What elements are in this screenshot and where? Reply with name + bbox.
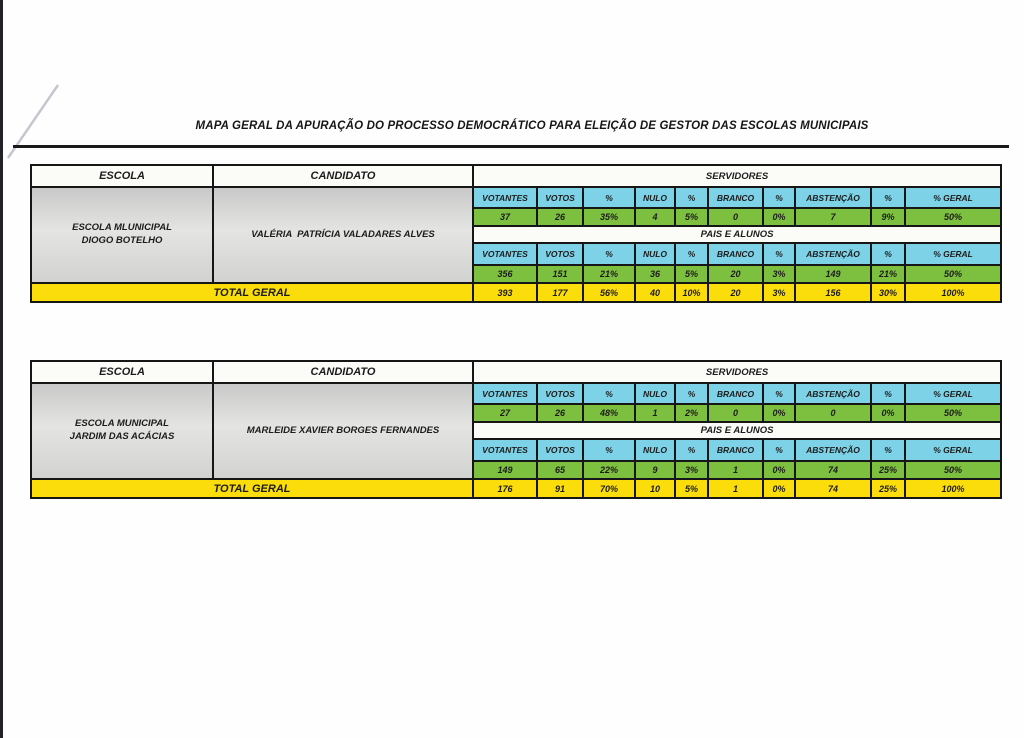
candidato-column-header: CANDIDATO	[213, 361, 473, 383]
hdr-votantes: VOTANTES	[473, 439, 537, 461]
servidores-votantes: 27	[473, 404, 537, 422]
hdr-pct-nulo: %	[675, 187, 708, 208]
servidores-votos: 26	[537, 208, 583, 226]
hdr-votos: VOTOS	[537, 243, 583, 265]
hdr-pct-nulo: %	[675, 383, 708, 404]
hdr-abstencao: ABSTENÇÃO	[795, 383, 871, 404]
hdr-pct-geral: % GERAL	[905, 243, 1001, 265]
escola-column-header: ESCOLA	[31, 361, 213, 383]
pais-pct-votos: 21%	[583, 265, 635, 283]
total-abstencao: 74	[795, 479, 871, 498]
total-branco: 1	[708, 479, 763, 498]
pais-votantes: 149	[473, 461, 537, 479]
hdr-votos: VOTOS	[537, 383, 583, 404]
servidores-nulo: 4	[635, 208, 675, 226]
hdr-votantes: VOTANTES	[473, 383, 537, 404]
results-table-jardim-das-acacias	[30, 360, 1002, 499]
hdr-pct-abstencao: %	[871, 439, 905, 461]
pais-pct-nulo: 3%	[675, 461, 708, 479]
pais-nulo: 36	[635, 265, 675, 283]
total-pct-branco: 3%	[763, 283, 795, 302]
hdr-votos: VOTOS	[537, 187, 583, 208]
hdr-abstencao: ABSTENÇÃO	[795, 243, 871, 265]
hdr-branco: BRANCO	[708, 243, 763, 265]
servidores-pct-branco: 0%	[763, 208, 795, 226]
hdr-pct-abstencao: %	[871, 187, 905, 208]
servidores-pct-votos: 35%	[583, 208, 635, 226]
school-name-line1: ESCOLA MUNICIPAL	[75, 418, 169, 430]
candidate-name: VALÉRIA PATRÍCIA VALADARES ALVES	[213, 187, 473, 283]
total-pct-abstencao: 25%	[871, 479, 905, 498]
hdr-pct-abstencao: %	[871, 383, 905, 404]
servidores-branco: 0	[708, 208, 763, 226]
total-votos: 91	[537, 479, 583, 498]
hdr-pct-nulo: %	[675, 439, 708, 461]
hdr-branco: BRANCO	[708, 439, 763, 461]
section-band-pais-alunos: PAIS E ALUNOS	[473, 226, 1001, 243]
hdr-branco: BRANCO	[708, 187, 763, 208]
hdr-pct-votos: %	[583, 243, 635, 265]
pais-pct-branco: 0%	[763, 461, 795, 479]
hdr-votos: VOTOS	[537, 439, 583, 461]
school-name-line2: DIOGO BOTELHO	[81, 235, 163, 246]
servidores-pct-abstencao: 0%	[871, 404, 905, 422]
servidores-votos: 26	[537, 404, 583, 422]
pais-branco: 20	[708, 265, 763, 283]
total-pct-nulo: 5%	[675, 479, 708, 498]
escola-column-header: ESCOLA	[31, 165, 213, 187]
results-table-diogo-botelho	[30, 164, 1002, 303]
servidores-nulo: 1	[635, 404, 675, 422]
total-branco: 20	[708, 283, 763, 302]
school-name-line1: ESCOLA MLUNICIPAL	[72, 222, 172, 234]
title-underline-rule	[13, 145, 1009, 148]
hdr-pct-nulo: %	[675, 243, 708, 265]
candidato-column-header: CANDIDATO	[213, 165, 473, 187]
total-votos: 177	[537, 283, 583, 302]
hdr-votantes: VOTANTES	[473, 243, 537, 265]
pais-pct-branco: 3%	[763, 265, 795, 283]
pais-pct-geral: 50%	[905, 265, 1001, 283]
servidores-abstencao: 7	[795, 208, 871, 226]
school-name	[31, 383, 213, 479]
total-pct-nulo: 10%	[675, 283, 708, 302]
hdr-pct-votos: %	[583, 383, 635, 404]
hdr-pct-geral: % GERAL	[905, 383, 1001, 404]
pais-abstencao: 149	[795, 265, 871, 283]
hdr-pct-branco: %	[763, 383, 795, 404]
candidate-name: MARLEIDE XAVIER BORGES FERNANDES	[213, 383, 473, 479]
total-pct-votos: 56%	[583, 283, 635, 302]
hdr-nulo: NULO	[635, 383, 675, 404]
pais-pct-votos: 22%	[583, 461, 635, 479]
hdr-branco: BRANCO	[708, 383, 763, 404]
pais-votantes: 356	[473, 265, 537, 283]
servidores-votantes: 37	[473, 208, 537, 226]
pais-pct-abstencao: 21%	[871, 265, 905, 283]
hdr-pct-votos: %	[583, 439, 635, 461]
total-pct-abstencao: 30%	[871, 283, 905, 302]
total-pct-geral: 100%	[905, 283, 1001, 302]
total-abstencao: 156	[795, 283, 871, 302]
total-nulo: 40	[635, 283, 675, 302]
servidores-pct-branco: 0%	[763, 404, 795, 422]
total-nulo: 10	[635, 479, 675, 498]
hdr-votantes: VOTANTES	[473, 187, 537, 208]
total-votantes: 176	[473, 479, 537, 498]
hdr-pct-geral: % GERAL	[905, 439, 1001, 461]
servidores-pct-abstencao: 9%	[871, 208, 905, 226]
total-geral-label: TOTAL GERAL	[31, 283, 473, 302]
servidores-abstencao: 0	[795, 404, 871, 422]
hdr-pct-branco: %	[763, 187, 795, 208]
total-geral-label: TOTAL GERAL	[31, 479, 473, 498]
hdr-nulo: NULO	[635, 187, 675, 208]
pais-nulo: 9	[635, 461, 675, 479]
section-band-pais-alunos: PAIS E ALUNOS	[473, 422, 1001, 439]
servidores-pct-geral: 50%	[905, 208, 1001, 226]
hdr-pct-abstencao: %	[871, 243, 905, 265]
hdr-pct-branco: %	[763, 243, 795, 265]
pais-pct-nulo: 5%	[675, 265, 708, 283]
hdr-pct-branco: %	[763, 439, 795, 461]
hdr-nulo: NULO	[635, 439, 675, 461]
hdr-abstencao: ABSTENÇÃO	[795, 187, 871, 208]
section-band-servidores: SERVIDORES	[473, 165, 1001, 187]
pais-pct-abstencao: 25%	[871, 461, 905, 479]
servidores-pct-nulo: 5%	[675, 208, 708, 226]
pais-abstencao: 74	[795, 461, 871, 479]
total-votantes: 393	[473, 283, 537, 302]
hdr-pct-votos: %	[583, 187, 635, 208]
servidores-pct-nulo: 2%	[675, 404, 708, 422]
pais-branco: 1	[708, 461, 763, 479]
pais-votos: 151	[537, 265, 583, 283]
hdr-nulo: NULO	[635, 243, 675, 265]
total-pct-branco: 0%	[763, 479, 795, 498]
school-name-line2: JARDIM DAS ACÁCIAS	[69, 431, 175, 442]
hdr-abstencao: ABSTENÇÃO	[795, 439, 871, 461]
total-pct-geral: 100%	[905, 479, 1001, 498]
total-pct-votos: 70%	[583, 479, 635, 498]
servidores-pct-votos: 48%	[583, 404, 635, 422]
scan-left-edge-artifact	[0, 0, 3, 738]
servidores-branco: 0	[708, 404, 763, 422]
hdr-pct-geral: % GERAL	[905, 187, 1001, 208]
school-name	[31, 187, 213, 283]
page-title: MAPA GERAL DA APURAÇÃO DO PROCESSO DEMOCRÁTICO PARA ELEIÇÃO DE GESTOR DAS ESCOLAS MUNICIPAIS	[195, 120, 869, 132]
servidores-pct-geral: 50%	[905, 404, 1001, 422]
pais-pct-geral: 50%	[905, 461, 1001, 479]
section-band-servidores: SERVIDORES	[473, 361, 1001, 383]
pais-votos: 65	[537, 461, 583, 479]
